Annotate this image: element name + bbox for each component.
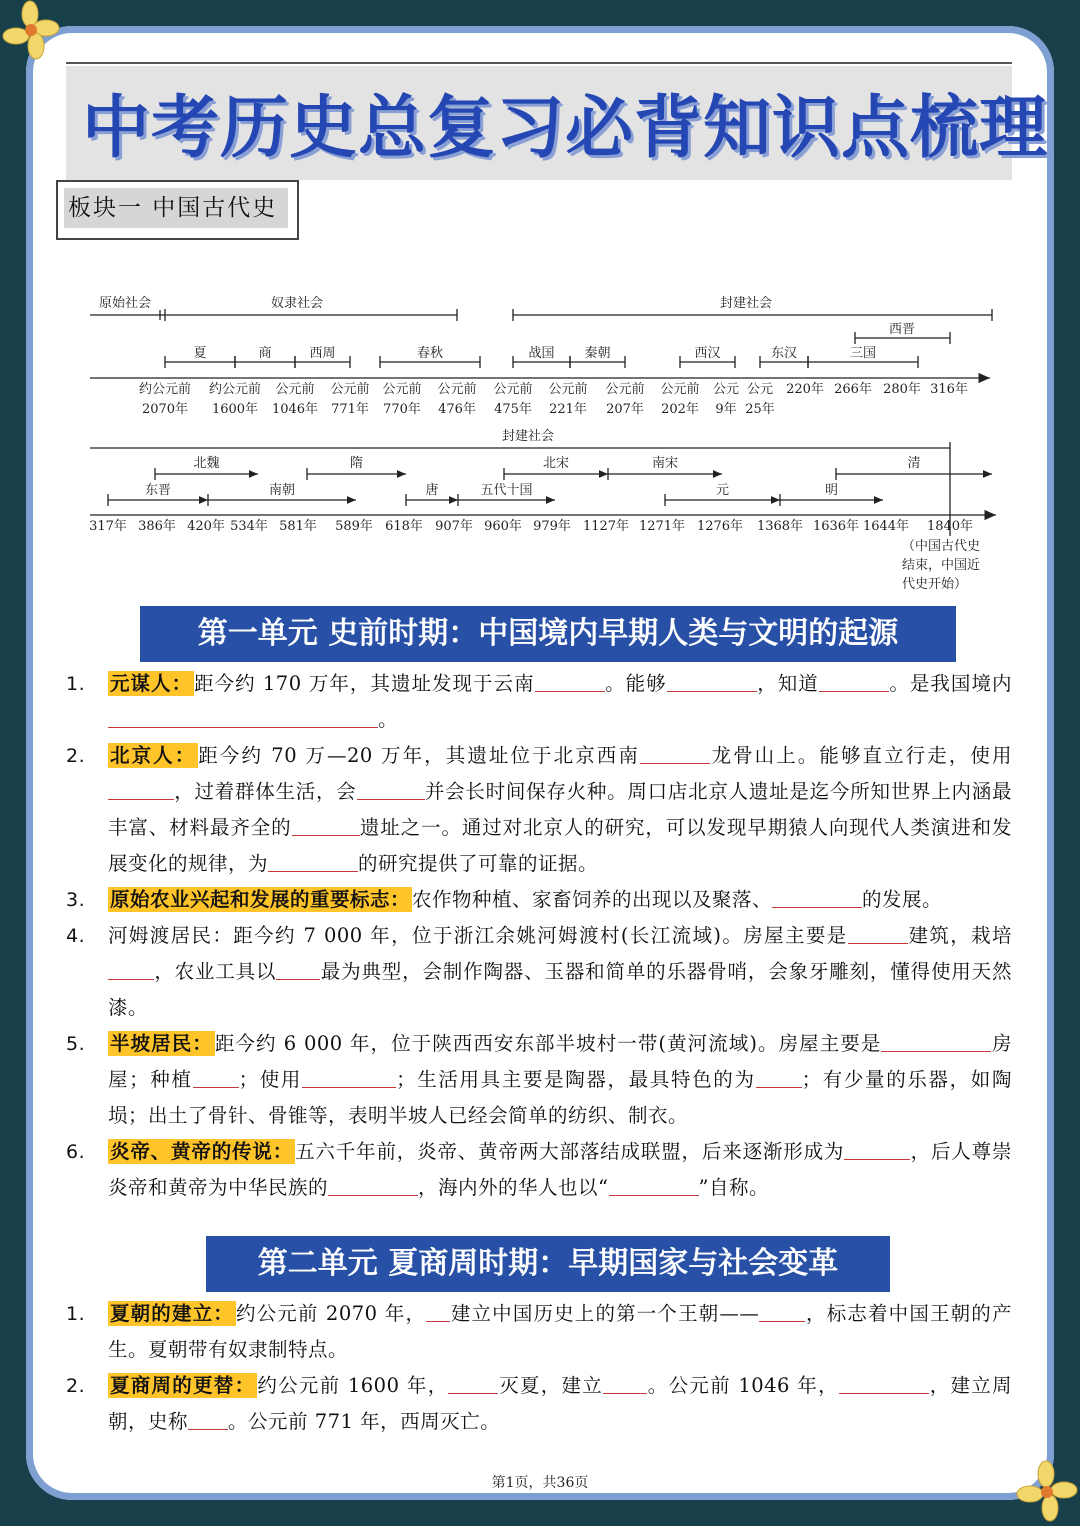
fill-blank[interactable] [448, 1371, 498, 1394]
date-label: 316年 [930, 382, 968, 397]
list-item [66, 1296, 1012, 1368]
fill-blank[interactable] [108, 777, 174, 800]
item-text: 灭夏，建立 [498, 1374, 604, 1397]
item-key-label: 夏商周的更替： [110, 1374, 256, 1397]
item-text: ，农业工具以 [154, 960, 277, 983]
period-label-xijin: 西晋 [888, 322, 916, 337]
date-label: 公元前 [548, 382, 588, 397]
unit2-list [66, 1296, 1012, 1440]
era-label-slave: 奴隶社会 [270, 296, 324, 311]
item-text: 并会长时间保存火种。周口店北京人遗址是迄今所知世界上内涵最丰富、材料最齐全的 [108, 780, 1012, 839]
item-text: 。能够 [604, 672, 667, 695]
date-label: 1600年 [211, 402, 259, 417]
date-label: 317年 [89, 519, 127, 534]
date-label: 公元 [746, 382, 774, 397]
date-label: 1368年 [756, 519, 804, 534]
item-text: ，知道 [756, 672, 819, 695]
item-number: 6. [66, 1141, 86, 1163]
date-label: 534年 [230, 519, 268, 534]
fill-blank[interactable] [772, 885, 862, 908]
period-label: 夏 [193, 346, 207, 361]
era-label-primitive: 原始社会 [98, 296, 152, 311]
history-timeline [0, 0, 1080, 600]
item-text: ”自称。 [698, 1176, 769, 1199]
fill-blank[interactable] [426, 1299, 450, 1322]
fill-blank[interactable] [276, 957, 320, 980]
date-label: 476年 [438, 402, 476, 417]
date-label: 2070年 [141, 402, 189, 417]
date-label: 1636年 [812, 519, 860, 534]
item-text: 。公元前 771 年，西周灭亡。 [228, 1410, 501, 1433]
date-label: 979年 [533, 519, 571, 534]
date-label: 公元前 [275, 382, 315, 397]
item-text: 农作物种植、家畜饲养的出现以及聚落、 [412, 888, 773, 911]
item-text: 龙骨山上。能够直立行走，使用 [709, 744, 1012, 767]
item-text: ，后人尊崇炎帝和黄帝为中华民族的 [108, 1140, 1012, 1199]
period-label: 三国 [849, 346, 877, 361]
item-key-label: 夏朝的建立： [110, 1302, 234, 1325]
era-label-feudal-2: 封建社会 [501, 429, 555, 444]
fill-blank[interactable] [535, 669, 605, 692]
item-text: ；使用 [238, 1068, 303, 1091]
item-key-label: 原始农业兴起和发展的重要标志： [110, 888, 411, 911]
item-text: 约公元前 2070 年， [235, 1302, 427, 1325]
fill-blank[interactable] [188, 1407, 228, 1430]
fill-blank[interactable] [193, 1065, 239, 1088]
fill-blank[interactable] [848, 921, 908, 944]
item-key-label: 半坡居民： [110, 1032, 213, 1055]
page-footer: 第1页，共36页 [491, 1475, 589, 1491]
date-label: 207年 [606, 402, 644, 417]
period-label: 西汉 [694, 346, 721, 361]
fill-blank[interactable] [108, 705, 378, 728]
timeline-note: （中国古代史 [902, 539, 981, 554]
item-text: ；生活用具主要是陶器，最具特色的为 [396, 1068, 756, 1091]
page-title: 中考历史总复习必背知识点梳理 [82, 89, 1049, 168]
date-label: 约公元前 [138, 382, 192, 397]
item-text: 建立中国历史上的第一个王朝—— [450, 1302, 760, 1325]
date-label: 公元 [712, 382, 740, 397]
period-label: 清 [907, 456, 921, 471]
item-number: 1. [66, 673, 86, 695]
period-label: 北宋 [542, 456, 570, 471]
fill-blank[interactable] [819, 669, 889, 692]
date-label: 202年 [661, 402, 699, 417]
date-label: 618年 [385, 519, 423, 534]
item-text: 五六千年前，炎帝、黄帝两大部落结成联盟，后来逐渐形成为 [295, 1140, 845, 1163]
date-label: 1271年 [638, 519, 686, 534]
date-label: 266年 [834, 382, 872, 397]
date-label: 公元前 [330, 382, 370, 397]
date-label: 公元前 [493, 382, 533, 397]
fill-blank[interactable] [844, 1137, 910, 1160]
date-label: 220年 [786, 382, 824, 397]
date-label: 386年 [138, 519, 176, 534]
item-text: 的研究提供了可靠的证据。 [358, 852, 599, 875]
item-text: ，海内外的华人也以“ [418, 1176, 609, 1199]
item-key-label: 元谋人： [110, 672, 193, 695]
date-label: 约公元前 [208, 382, 262, 397]
item-text: 距今约 70 万—20 万年，其遗址位于北京西南 [198, 744, 640, 767]
period-label: 元 [715, 483, 730, 498]
fill-blank[interactable] [839, 1371, 929, 1394]
unit1-title: 第一单元 史前时期：中国境内早期人类与文明的起源 [197, 616, 899, 651]
era-label-feudal: 封建社会 [719, 296, 773, 311]
item-text: 房屋；种植 [108, 1032, 1012, 1091]
date-label: 公元前 [437, 382, 477, 397]
item-text: 的发展。 [862, 888, 943, 911]
date-label: 221年 [549, 402, 587, 417]
period-label: 秦朝 [584, 346, 611, 361]
date-label: 1644年 [862, 519, 910, 534]
date-label: 771年 [331, 402, 369, 417]
fill-blank[interactable] [667, 669, 757, 692]
period-label: 南朝 [268, 483, 296, 498]
item-key-label: 北京人： [110, 744, 197, 767]
period-label: 东晋 [144, 483, 172, 498]
date-label: 581年 [279, 519, 317, 534]
unit2-title: 第二单元 夏商周时期：早期国家与社会变革 [257, 1246, 839, 1281]
date-label: 475年 [494, 402, 532, 417]
item-text: 距今约 6 000 年，位于陕西西安东部半坡村一带(黄河流域)。房屋主要是 [214, 1032, 882, 1055]
timeline-note: 代史开始） [902, 577, 968, 592]
period-label: 隋 [349, 456, 364, 471]
item-text: 遗址之一。通过对北京人的研究，可以发现早期猿人向现代人类演进和发展变化的规律，为 [108, 816, 1012, 875]
period-label: 西周 [309, 346, 336, 361]
period-label: 战国 [528, 346, 555, 361]
fill-blank[interactable] [603, 1371, 647, 1394]
fill-blank[interactable] [108, 957, 154, 980]
list-item [66, 882, 1012, 918]
fill-blank[interactable] [328, 1173, 418, 1196]
date-label: 770年 [383, 402, 421, 417]
item-text: ，标志着中国王朝的产生。夏朝带有奴隶制特点。 [108, 1302, 1012, 1361]
period-label: 北魏 [193, 456, 220, 471]
item-text: ；有少量的乐器，如陶埙；出土了骨针、骨锥等，表明半坡人已经会简单的纺织、制衣。 [108, 1068, 1012, 1127]
item-number: 2. [66, 1375, 86, 1397]
period-label: 明 [824, 483, 839, 498]
date-label: 公元前 [605, 382, 645, 397]
item-text: ，建立周朝，史称 [108, 1374, 1012, 1433]
item-text: ，过着群体生活，会 [174, 780, 357, 803]
period-label: 东汉 [770, 346, 798, 361]
fill-blank[interactable] [881, 1029, 991, 1052]
period-label: 春秋 [416, 346, 444, 361]
unit2-heading [206, 1236, 890, 1292]
date-label: 9年 [715, 402, 737, 417]
list-item [66, 666, 1012, 738]
period-label: 唐 [425, 483, 439, 498]
item-text: 最为典型，会制作陶器、玉器和简单的乐器骨哨，会象牙雕刻，懂得使用天然漆。 [108, 960, 1012, 1019]
fill-blank[interactable] [357, 777, 425, 800]
item-text: 约公元前 1600 年， [257, 1374, 449, 1397]
unit1-list [66, 666, 1012, 1206]
period-label: 商 [258, 346, 272, 361]
date-label: 280年 [883, 382, 921, 397]
date-label: 1127年 [582, 519, 630, 534]
date-label: 1046年 [271, 402, 319, 417]
date-label: 907年 [435, 519, 473, 534]
list-item [66, 1368, 1012, 1440]
fill-blank[interactable] [640, 741, 710, 764]
fill-blank[interactable] [292, 813, 360, 836]
date-label: 1840年 [926, 519, 974, 534]
item-text: 。公元前 1046 年， [647, 1374, 839, 1397]
item-number: 1. [66, 1303, 86, 1325]
item-key-label: 炎帝、黄帝的传说： [110, 1140, 294, 1163]
list-item [66, 1026, 1012, 1134]
date-label: 公元前 [382, 382, 422, 397]
item-number: 4. [66, 925, 86, 947]
item-text: 河姆渡居民：距今约 7 000 年，位于浙江余姚河姆渡村(长江流域)。房屋主要是 [108, 924, 848, 947]
fill-blank[interactable] [268, 849, 358, 872]
date-label: 589年 [335, 519, 373, 534]
item-text: 。是我国境内 [888, 672, 1012, 695]
item-text: 。 [378, 708, 399, 731]
fill-blank[interactable] [609, 1173, 699, 1196]
block-label: 板块一 中国古代史 [64, 188, 288, 228]
date-label: 1276年 [696, 519, 744, 534]
unit1-heading [140, 606, 956, 662]
item-text: 距今约 170 万年，其遗址发现于云南 [194, 672, 535, 695]
period-label: 五代十国 [480, 483, 533, 498]
period-label: 南宋 [651, 456, 679, 471]
date-label: 25年 [745, 402, 775, 417]
timeline-note: 结束，中国近 [902, 558, 981, 573]
fill-blank[interactable] [759, 1299, 805, 1322]
date-label: 960年 [484, 519, 522, 534]
fill-blank[interactable] [756, 1065, 802, 1088]
date-label: 420年 [187, 519, 225, 534]
list-item [66, 738, 1012, 882]
list-item [66, 918, 1012, 1026]
fill-blank[interactable] [302, 1065, 396, 1088]
item-number: 2. [66, 745, 86, 767]
list-item [66, 1134, 1012, 1206]
item-text: 建筑，栽培 [907, 924, 1012, 947]
item-number: 3. [66, 889, 86, 911]
date-label: 公元前 [660, 382, 700, 397]
item-number: 5. [66, 1033, 86, 1055]
